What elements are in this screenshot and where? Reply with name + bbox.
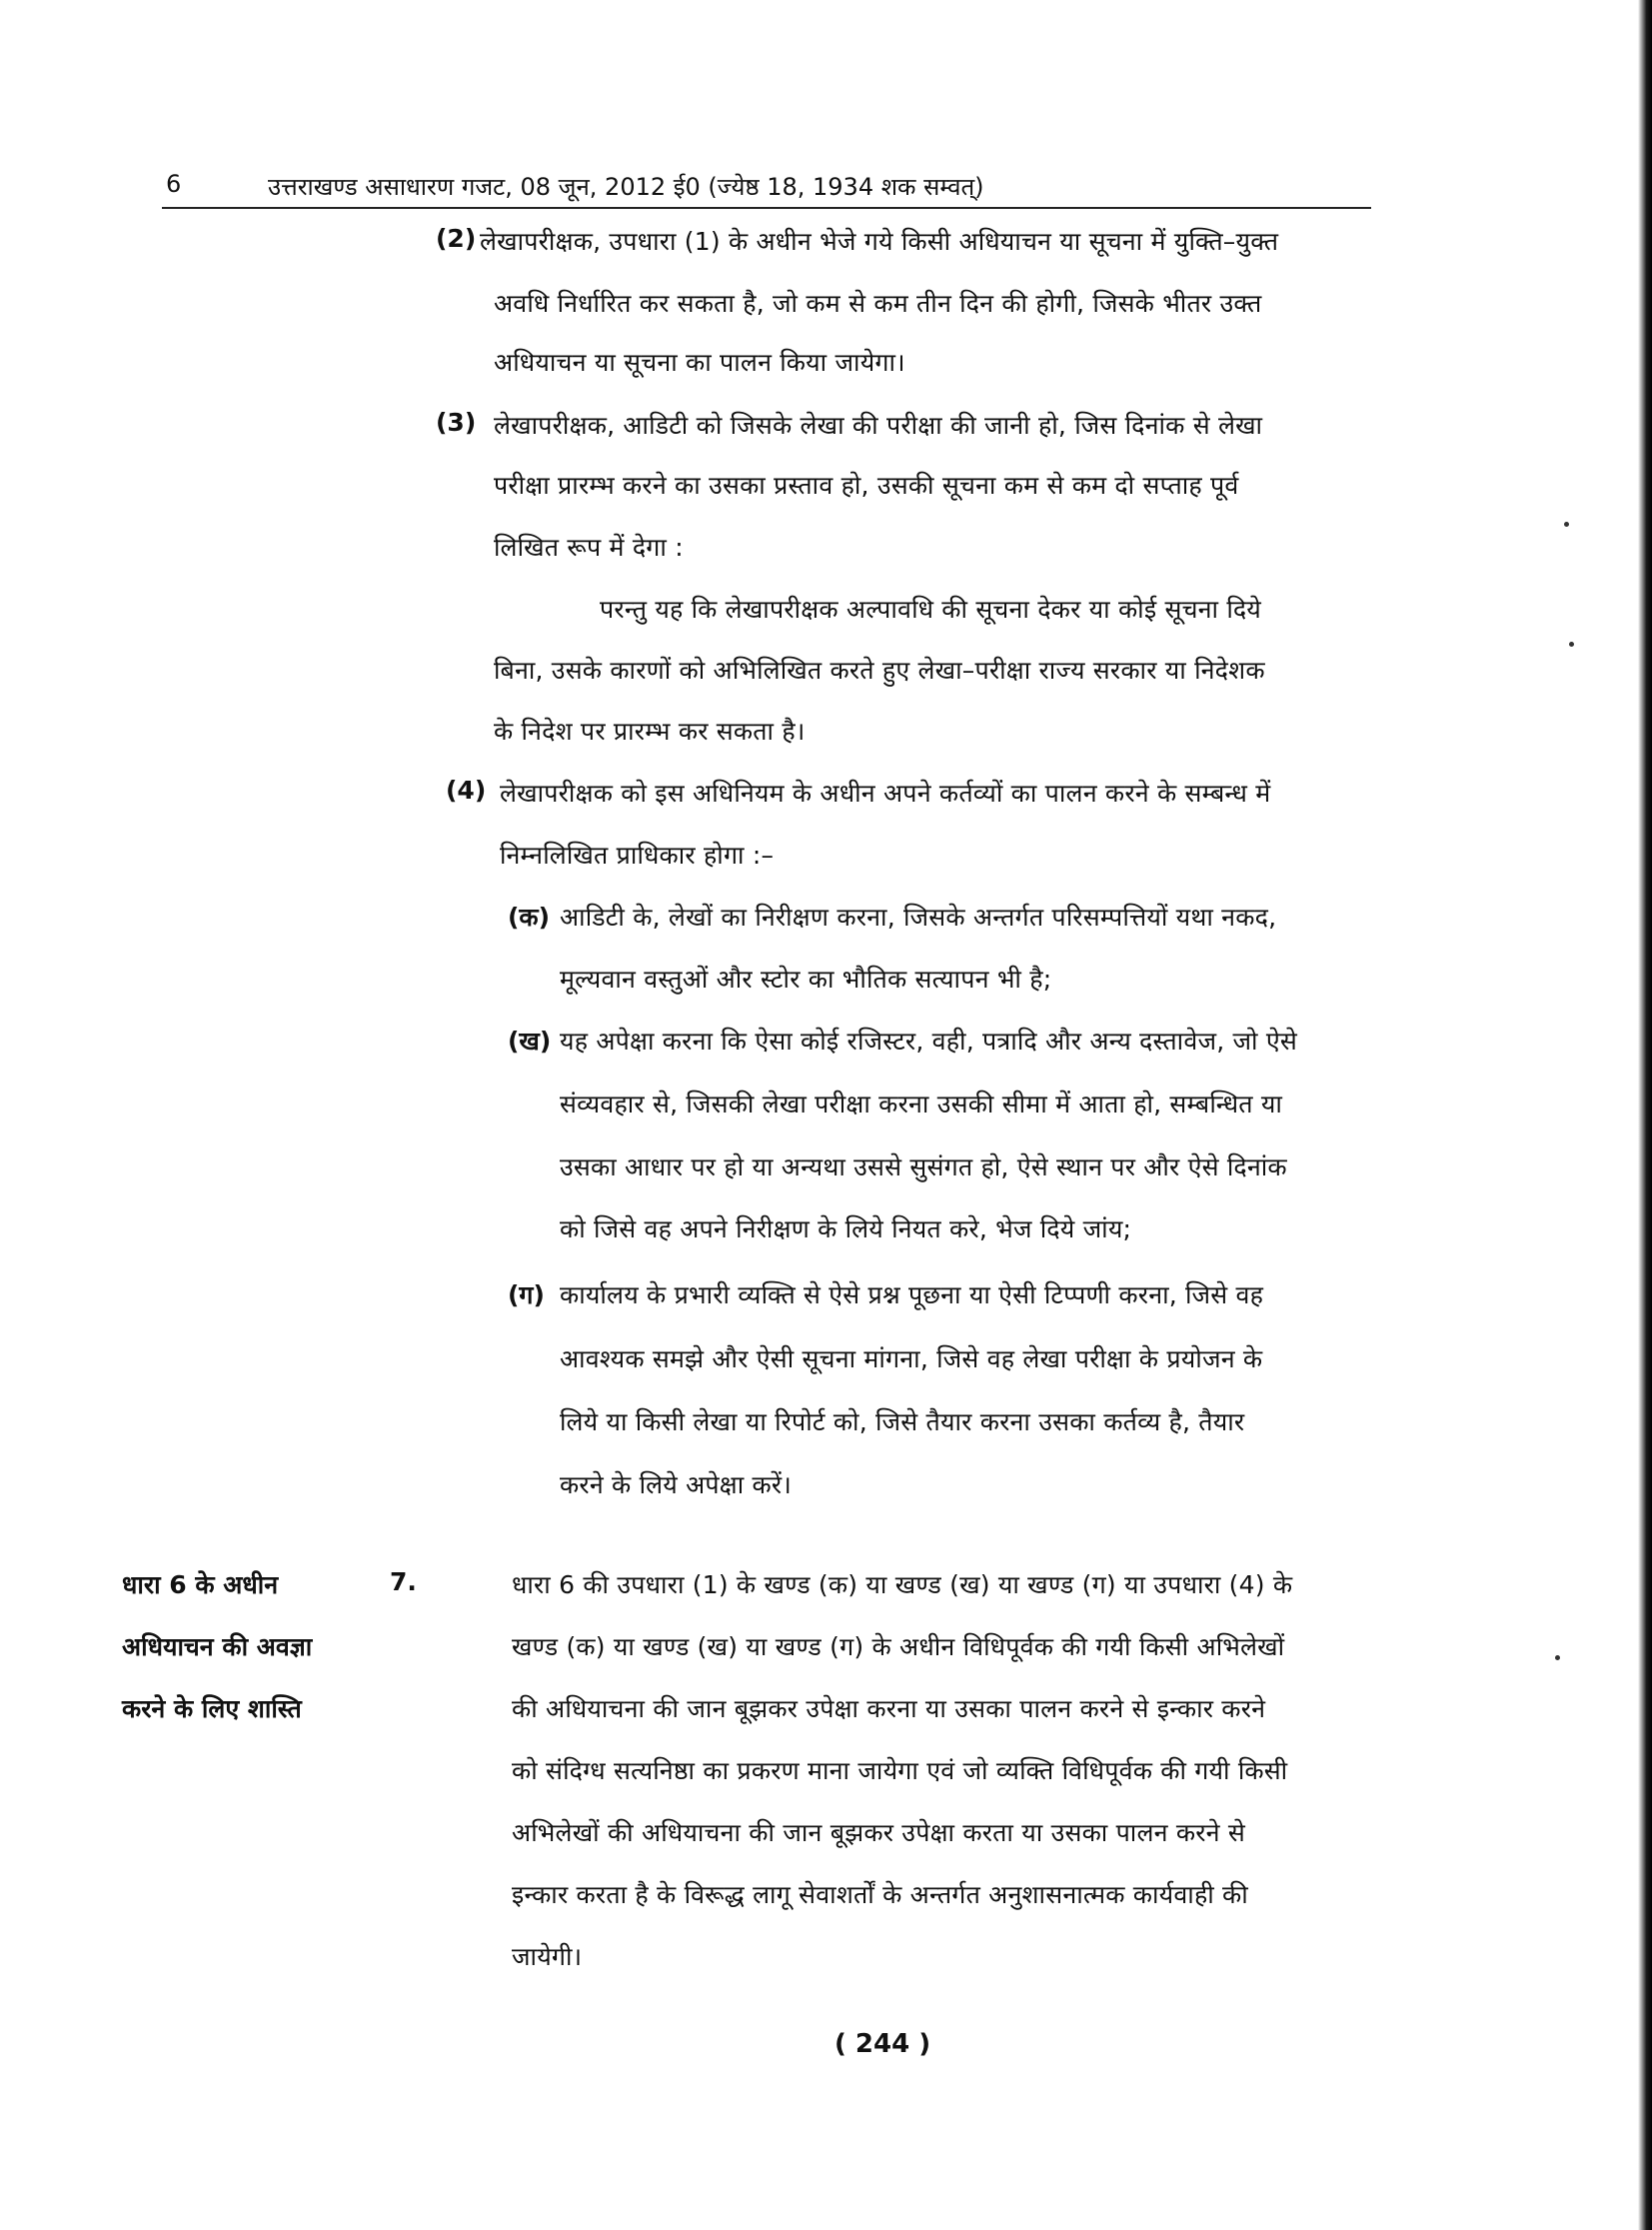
clause-ga-line: कार्यालय के प्रभारी व्यक्ति से ऐसे प्रश्न पूछना या ऐसी टिप्पणी करना, जिसे वह xyxy=(560,1280,1264,1309)
clause-ga-line: करने के लिये अपेक्षा करें। xyxy=(560,1470,793,1499)
page-footer-number: ( 244 ) xyxy=(834,2029,931,2059)
section-7-marginal-heading: धारा 6 के अधीन xyxy=(122,1570,279,1599)
proviso-line: परन्तु यह कि लेखापरीक्षक अल्पावधि की सूचना देकर या कोई सूचना दिये xyxy=(600,595,1261,624)
clause-kha-number: (ख) xyxy=(508,1027,552,1056)
subsection-4-line: निम्नलिखित प्राधिकार होगा :– xyxy=(500,841,775,870)
clause-kha-line: को जिसे वह अपने निरीक्षण के लिये नियत करे, भेज दिये जांय; xyxy=(560,1214,1132,1243)
subsection-3-line: लेखापरीक्षक, आडिटी को जिसके लेखा की परीक्षा की जानी हो, जिस दिनांक से लेखा xyxy=(494,411,1263,440)
clause-kha-line: उसका आधार पर हो या अन्यथा उससे सुसंगत हो, ऐसे स्थान पर और ऐसे दिनांक xyxy=(560,1152,1287,1181)
proviso-line: के निदेश पर प्रारम्भ कर सकता है। xyxy=(494,717,806,746)
subsection-2-line: अवधि निर्धारित कर सकता है, जो कम से कम तीन दिन की होगी, जिसके भीतर उक्त xyxy=(494,289,1262,318)
subsection-2-line: अधियाचन या सूचना का पालन किया जायेगा। xyxy=(494,348,905,377)
section-7-line: की अधियाचना की जान बूझकर उपेक्षा करना या उसका पालन करने से इन्कार करने xyxy=(512,1694,1266,1723)
section-7-line: धारा 6 की उपधारा (1) के खण्ड (क) या खण्ड (ख) या खण्ड (ग) या उपधारा (4) के xyxy=(512,1570,1293,1599)
scan-edge-shadow xyxy=(1638,0,1652,2230)
section-7-line: को संदिग्ध सत्यनिष्ठा का प्रकरण माना जायेगा एवं जो व्यक्ति विधिपूर्वक की गयी किसी xyxy=(512,1756,1288,1785)
page-number: 6 xyxy=(166,170,182,198)
subsection-3-line: परीक्षा प्रारम्भ करने का उसका प्रस्ताव हो, उसकी सूचना कम से कम दो सप्ताह पूर्व xyxy=(494,471,1239,500)
header-rule xyxy=(162,207,1371,209)
clause-ka-number: (क) xyxy=(508,903,551,932)
scan-speck xyxy=(1569,642,1574,647)
scan-speck xyxy=(1555,1655,1560,1660)
section-7-line: खण्ड (क) या खण्ड (ख) या खण्ड (ग) के अधीन विधिपूर्वक की गयी किसी अभिलेखों xyxy=(512,1632,1285,1661)
clause-ka-line: आडिटी के, लेखों का निरीक्षण करना, जिसके अन्तर्गत परिसम्पत्तियों यथा नकद, xyxy=(560,903,1277,932)
gazette-header: उत्तराखण्ड असाधारण गजट, 08 जून, 2012 ई0 (ज्येष्ठ 18, 1934 शक सम्वत्) xyxy=(268,173,984,201)
clause-kha-line: संव्यवहार से, जिसकी लेखा परीक्षा करना उसकी सीमा में आता हो, सम्बन्धित या xyxy=(560,1090,1283,1118)
scan-speck xyxy=(1564,522,1569,527)
subsection-4-number: (4) xyxy=(446,776,487,805)
section-7-line: अभिलेखों की अधियाचना की जान बूझकर उपेक्षा करता या उसका पालन करने से xyxy=(512,1818,1245,1847)
section-7-line: जायेगी। xyxy=(512,1942,583,1971)
subsection-4-line: लेखापरीक्षक को इस अधिनियम के अधीन अपने कर्तव्यों का पालन करने के सम्बन्ध में xyxy=(500,779,1271,808)
section-7-line: इन्कार करता है के विरूद्ध लागू सेवाशर्तों के अन्तर्गत अनुशासनात्मक कार्यवाही की xyxy=(512,1880,1248,1909)
section-7-marginal-heading: करने के लिए शास्ति xyxy=(122,1694,302,1723)
proviso-line: बिना, उसके कारणों को अभिलिखित करते हुए लेखा–परीक्षा राज्य सरकार या निदेशक xyxy=(494,656,1265,685)
section-7-marginal-heading: अधियाचन की अवज्ञा xyxy=(122,1632,313,1661)
clause-ka-line: मूल्यवान वस्तुओं और स्टोर का भौतिक सत्यापन भी है; xyxy=(560,965,1052,994)
clause-ga-line: लिये या किसी लेखा या रिपोर्ट को, जिसे तैयार करना उसका कर्तव्य है, तैयार xyxy=(560,1407,1245,1436)
clause-ga-number: (ग) xyxy=(508,1280,545,1309)
subsection-3-number: (3) xyxy=(436,408,477,437)
clause-kha-line: यह अपेक्षा करना कि ऐसा कोई रजिस्टर, वही, पत्रादि और अन्य दस्तावेज, जो ऐसे xyxy=(560,1027,1298,1056)
subsection-2-number: (2) xyxy=(436,224,477,253)
section-7-number: 7. xyxy=(390,1567,417,1596)
subsection-2-line: लेखापरीक्षक, उपधारा (1) के अधीन भेजे गये किसी अधियाचन या सूचना में युक्ति–युक्त xyxy=(480,227,1279,256)
subsection-3-line: लिखित रूप में देगा : xyxy=(494,533,684,562)
clause-ga-line: आवश्यक समझे और ऐसी सूचना मांगना, जिसे वह लेखा परीक्षा के प्रयोजन के xyxy=(560,1344,1263,1373)
